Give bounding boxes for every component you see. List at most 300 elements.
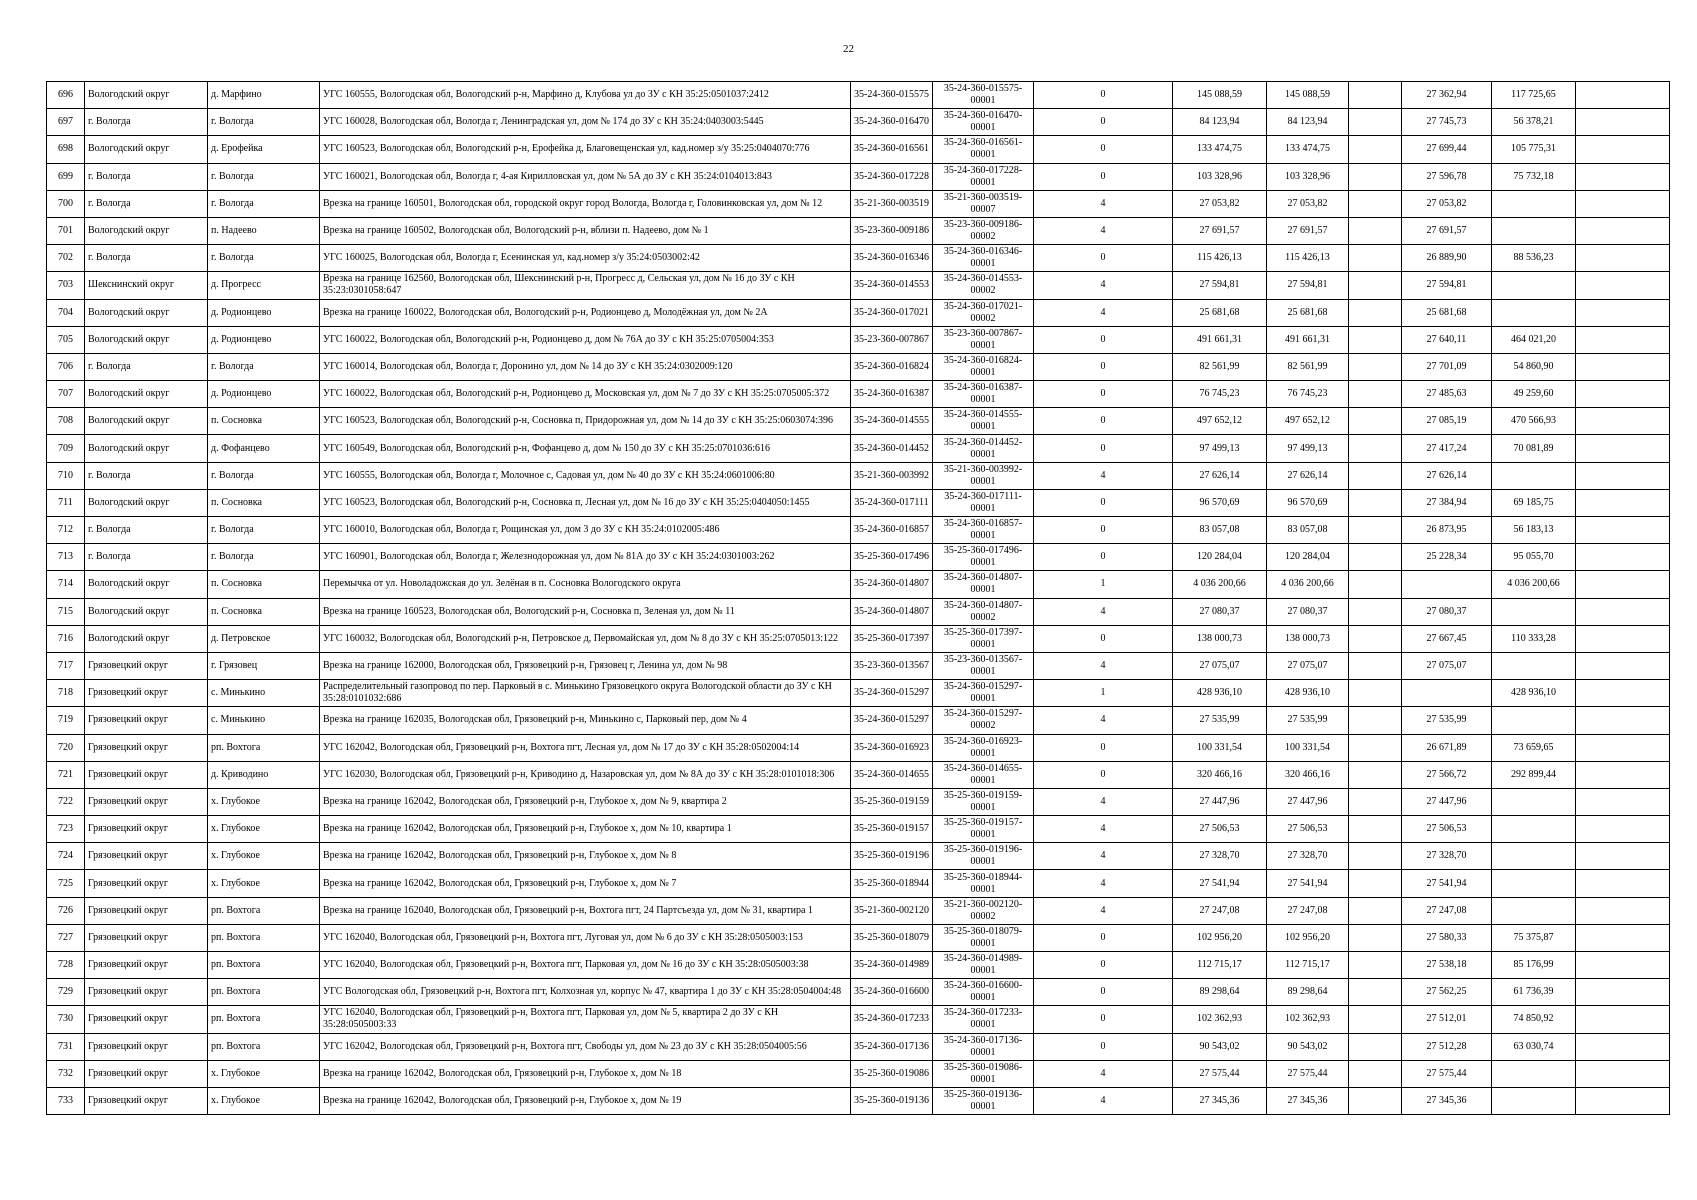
category-cell: 0: [1034, 136, 1173, 163]
row-number-cell: 714: [47, 571, 85, 598]
row-number-cell: 723: [47, 816, 85, 843]
connection-cost-cell: 26 873,95: [1402, 517, 1492, 544]
construction-cost-cell: [1492, 652, 1576, 679]
table-row: [47, 761, 1670, 788]
application-number-cell: 35-24-360-015575: [851, 82, 933, 109]
empty-cell: [1576, 109, 1670, 136]
application-number-cell: 35-23-360-007867: [851, 326, 933, 353]
category-cell: 0: [1034, 408, 1173, 435]
application-number-cell: 35-23-360-009186: [851, 217, 933, 244]
empty-cell: [1349, 381, 1402, 408]
object-address-cell: Распределительный газопровод по пер. Парковый в с. Минькино Грязовецкого округа Вологодской области до ЗУ с КН 35:28:0101032:686: [320, 680, 851, 707]
category-cell: 0: [1034, 952, 1173, 979]
object-address-cell: УГС 160010, Вологодская обл, Вологда г, Рощинская ул, дом 3 до ЗУ с КН 35:24:0102005:486: [320, 517, 851, 544]
connection-cost-cell: 27 575,44: [1402, 1060, 1492, 1087]
empty-cell: [1576, 979, 1670, 1006]
table-row: [47, 707, 1670, 734]
construction-cost-cell: [1492, 217, 1576, 244]
connection-cost-cell: 27 328,70: [1402, 843, 1492, 870]
cost-cell: 112 715,17: [1267, 952, 1349, 979]
object-address-cell: УГС 160901, Вологодская обл, Вологда г, Железнодорожная ул, дом № 81А до ЗУ с КН 35:24:0301003:262: [320, 544, 851, 571]
table-row: [47, 190, 1670, 217]
row-number-cell: 700: [47, 190, 85, 217]
application-number-cell: 35-24-360-014989: [851, 952, 933, 979]
empty-cell: [1576, 788, 1670, 815]
object-address-cell: УГС 160022, Вологодская обл, Вологодский р-н, Родионцево д, Московская ул, дом № 7 до ЗУ с КН 35:25:0705005:372: [320, 381, 851, 408]
category-cell: 4: [1034, 788, 1173, 815]
category-cell: 4: [1034, 462, 1173, 489]
row-number-cell: 705: [47, 326, 85, 353]
district-cell: Грязовецкий округ: [85, 924, 208, 951]
empty-cell: [1349, 136, 1402, 163]
contract-number-cell: 35-25-360-017496-00001: [933, 544, 1034, 571]
empty-cell: [1349, 843, 1402, 870]
connection-cost-cell: 27 362,94: [1402, 82, 1492, 109]
row-number-cell: 702: [47, 245, 85, 272]
construction-cost-cell: 61 736,39: [1492, 979, 1576, 1006]
category-cell: 0: [1034, 489, 1173, 516]
total-cost-cell: 27 506,53: [1173, 816, 1267, 843]
empty-cell: [1349, 109, 1402, 136]
contract-number-cell: 35-25-360-018944-00001: [933, 870, 1034, 897]
settlement-cell: г. Вологда: [208, 517, 320, 544]
connection-cost-cell: 27 562,25: [1402, 979, 1492, 1006]
category-cell: 0: [1034, 924, 1173, 951]
cost-cell: 27 447,96: [1267, 788, 1349, 815]
application-number-cell: 35-24-360-016346: [851, 245, 933, 272]
table-row: [47, 109, 1670, 136]
empty-cell: [1349, 408, 1402, 435]
table-row: [47, 517, 1670, 544]
connection-cost-cell: 27 701,09: [1402, 353, 1492, 380]
contract-number-cell: 35-24-360-014807-00002: [933, 598, 1034, 625]
row-number-cell: 729: [47, 979, 85, 1006]
empty-cell: [1576, 1033, 1670, 1060]
total-cost-cell: 497 652,12: [1173, 408, 1267, 435]
district-cell: Грязовецкий округ: [85, 734, 208, 761]
connection-cost-cell: 25 228,34: [1402, 544, 1492, 571]
row-number-cell: 728: [47, 952, 85, 979]
district-cell: г. Вологда: [85, 517, 208, 544]
object-address-cell: Врезка на границе 162035, Вологодская обл, Грязовецкий р-н, Минькино с, Парковый пер, дом № 4: [320, 707, 851, 734]
settlement-cell: п. Сосновка: [208, 598, 320, 625]
total-cost-cell: 27 345,36: [1173, 1087, 1267, 1114]
settlement-cell: рп. Вохтога: [208, 979, 320, 1006]
settlement-cell: г. Вологда: [208, 163, 320, 190]
object-address-cell: Врезка на границе 162042, Вологодская обл, Грязовецкий р-н, Глубокое х, дом № 19: [320, 1087, 851, 1114]
category-cell: 0: [1034, 326, 1173, 353]
application-number-cell: 35-24-360-014452: [851, 435, 933, 462]
connection-cost-cell: 26 889,90: [1402, 245, 1492, 272]
total-cost-cell: 90 543,02: [1173, 1033, 1267, 1060]
row-number-cell: 730: [47, 1006, 85, 1033]
contract-number-cell: 35-24-360-016346-00001: [933, 245, 1034, 272]
empty-cell: [1349, 652, 1402, 679]
application-number-cell: 35-24-360-014553: [851, 272, 933, 299]
category-cell: 4: [1034, 897, 1173, 924]
object-address-cell: УГС 162040, Вологодская обл, Грязовецкий р-н, Вохтога пгт, Парковая ул, дом № 16 до ЗУ с КН 35:28:0505003:38: [320, 952, 851, 979]
cost-cell: 90 543,02: [1267, 1033, 1349, 1060]
application-number-cell: 35-23-360-013567: [851, 652, 933, 679]
table-row: [47, 326, 1670, 353]
category-cell: 4: [1034, 843, 1173, 870]
cost-cell: 27 506,53: [1267, 816, 1349, 843]
total-cost-cell: 27 447,96: [1173, 788, 1267, 815]
settlement-cell: д. Прогресс: [208, 272, 320, 299]
construction-cost-cell: [1492, 299, 1576, 326]
district-cell: Грязовецкий округ: [85, 788, 208, 815]
table-row: [47, 1060, 1670, 1087]
cost-cell: 115 426,13: [1267, 245, 1349, 272]
empty-cell: [1349, 979, 1402, 1006]
empty-cell: [1349, 163, 1402, 190]
total-cost-cell: 27 080,37: [1173, 598, 1267, 625]
table-row: [47, 952, 1670, 979]
contract-number-cell: 35-25-360-019196-00001: [933, 843, 1034, 870]
object-address-cell: УГС 162042, Вологодская обл, Грязовецкий р-н, Вохтога пгт, Свободы ул, дом № 23 до ЗУ с КН 35:28:0504005:56: [320, 1033, 851, 1060]
connection-cost-cell: 27 541,94: [1402, 870, 1492, 897]
district-cell: Вологодский округ: [85, 82, 208, 109]
table-row: [47, 625, 1670, 652]
empty-cell: [1576, 217, 1670, 244]
total-cost-cell: 145 088,59: [1173, 82, 1267, 109]
category-cell: 0: [1034, 109, 1173, 136]
district-cell: г. Вологда: [85, 462, 208, 489]
cost-cell: 97 499,13: [1267, 435, 1349, 462]
empty-cell: [1576, 489, 1670, 516]
empty-cell: [1349, 680, 1402, 707]
empty-cell: [1349, 1033, 1402, 1060]
cost-cell: 76 745,23: [1267, 381, 1349, 408]
construction-cost-cell: 4 036 200,66: [1492, 571, 1576, 598]
district-cell: Вологодский округ: [85, 408, 208, 435]
total-cost-cell: 103 328,96: [1173, 163, 1267, 190]
settlement-cell: х. Глубокое: [208, 870, 320, 897]
empty-cell: [1576, 435, 1670, 462]
empty-cell: [1349, 462, 1402, 489]
district-cell: Вологодский округ: [85, 299, 208, 326]
table-row: [47, 897, 1670, 924]
connection-cost-cell: 27 594,81: [1402, 272, 1492, 299]
district-cell: Вологодский округ: [85, 571, 208, 598]
table-row: [47, 272, 1670, 299]
object-address-cell: Врезка на границе 160501, Вологодская обл, городской округ город Вологда, Вологда г, Головинковская ул, дом № 12: [320, 190, 851, 217]
contract-number-cell: 35-25-360-019157-00001: [933, 816, 1034, 843]
category-cell: 0: [1034, 761, 1173, 788]
construction-cost-cell: 117 725,65: [1492, 82, 1576, 109]
contract-number-cell: 35-24-360-016561-00001: [933, 136, 1034, 163]
empty-cell: [1576, 272, 1670, 299]
application-number-cell: 35-24-360-016857: [851, 517, 933, 544]
row-number-cell: 732: [47, 1060, 85, 1087]
cost-cell: 103 328,96: [1267, 163, 1349, 190]
construction-cost-cell: [1492, 598, 1576, 625]
connection-cost-cell: 27 075,07: [1402, 652, 1492, 679]
empty-cell: [1349, 353, 1402, 380]
contract-number-cell: 35-23-360-013567-00001: [933, 652, 1034, 679]
connection-cost-cell: 27 626,14: [1402, 462, 1492, 489]
category-cell: 0: [1034, 435, 1173, 462]
cost-cell: 27 594,81: [1267, 272, 1349, 299]
construction-cost-cell: 464 021,20: [1492, 326, 1576, 353]
object-address-cell: УГС 162042, Вологодская обл, Грязовецкий р-н, Вохтога пгт, Лесная ул, дом № 17 до ЗУ с КН 35:28:0502004:14: [320, 734, 851, 761]
object-address-cell: УГС 162030, Вологодская обл, Грязовецкий р-н, Криводино д, Назаровская ул, дом № 8А до ЗУ с КН 35:28:0101018:306: [320, 761, 851, 788]
empty-cell: [1576, 870, 1670, 897]
row-number-cell: 715: [47, 598, 85, 625]
construction-cost-cell: 69 185,75: [1492, 489, 1576, 516]
settlement-cell: г. Вологда: [208, 462, 320, 489]
category-cell: 4: [1034, 1087, 1173, 1114]
object-address-cell: УГС 160021, Вологодская обл, Вологда г, 4-ая Кирилловская ул, дом № 5А до ЗУ с КН 35:24:0104013:843: [320, 163, 851, 190]
table-row: [47, 163, 1670, 190]
empty-cell: [1349, 1087, 1402, 1114]
application-number-cell: 35-24-360-016923: [851, 734, 933, 761]
district-cell: Грязовецкий округ: [85, 870, 208, 897]
settlement-cell: х. Глубокое: [208, 843, 320, 870]
total-cost-cell: 27 053,82: [1173, 190, 1267, 217]
row-number-cell: 713: [47, 544, 85, 571]
district-cell: Грязовецкий округ: [85, 761, 208, 788]
empty-cell: [1576, 897, 1670, 924]
table-row: [47, 217, 1670, 244]
cost-cell: 27 691,57: [1267, 217, 1349, 244]
empty-cell: [1349, 924, 1402, 951]
empty-cell: [1349, 870, 1402, 897]
cost-cell: 84 123,94: [1267, 109, 1349, 136]
settlement-cell: рп. Вохтога: [208, 1033, 320, 1060]
settlement-cell: д. Марфино: [208, 82, 320, 109]
row-number-cell: 703: [47, 272, 85, 299]
row-number-cell: 709: [47, 435, 85, 462]
connection-cost-cell: 27 745,73: [1402, 109, 1492, 136]
row-number-cell: 699: [47, 163, 85, 190]
application-number-cell: 35-24-360-017136: [851, 1033, 933, 1060]
cost-cell: 27 626,14: [1267, 462, 1349, 489]
application-number-cell: 35-24-360-014555: [851, 408, 933, 435]
district-cell: Вологодский округ: [85, 489, 208, 516]
row-number-cell: 718: [47, 680, 85, 707]
table-row: [47, 544, 1670, 571]
application-number-cell: 35-24-360-015297: [851, 707, 933, 734]
total-cost-cell: 83 057,08: [1173, 517, 1267, 544]
row-number-cell: 721: [47, 761, 85, 788]
total-cost-cell: 102 956,20: [1173, 924, 1267, 951]
empty-cell: [1576, 245, 1670, 272]
connection-cost-cell: 27 345,36: [1402, 1087, 1492, 1114]
object-address-cell: УГС 162040, Вологодская обл, Грязовецкий р-н, Вохтога пгт, Парковая ул, дом № 5, квартира 2 до ЗУ с КН 35:28:0505003:33: [320, 1006, 851, 1033]
object-address-cell: Врезка на границе 162042, Вологодская обл, Грязовецкий р-н, Глубокое х, дом № 10, квартира 1: [320, 816, 851, 843]
construction-cost-cell: 73 659,65: [1492, 734, 1576, 761]
application-number-cell: 35-24-360-016600: [851, 979, 933, 1006]
empty-cell: [1576, 1087, 1670, 1114]
settlement-cell: п. Сосновка: [208, 571, 320, 598]
object-address-cell: УГС 160014, Вологодская обл, Вологда г, Доронино ул, дом № 14 до ЗУ с КН 35:24:0302009:120: [320, 353, 851, 380]
application-number-cell: 35-24-360-017233: [851, 1006, 933, 1033]
contract-number-cell: 35-25-360-019086-00001: [933, 1060, 1034, 1087]
construction-cost-cell: [1492, 816, 1576, 843]
category-cell: 0: [1034, 1006, 1173, 1033]
contract-number-cell: 35-21-360-003992-00001: [933, 462, 1034, 489]
empty-cell: [1349, 82, 1402, 109]
settlement-cell: г. Вологда: [208, 245, 320, 272]
total-cost-cell: 27 626,14: [1173, 462, 1267, 489]
construction-cost-cell: 54 860,90: [1492, 353, 1576, 380]
construction-cost-cell: 292 899,44: [1492, 761, 1576, 788]
district-cell: Грязовецкий округ: [85, 1033, 208, 1060]
total-cost-cell: 27 594,81: [1173, 272, 1267, 299]
object-address-cell: УГС 160523, Вологодская обл, Вологодский р-н, Сосновка п, Придорожная ул, дом № 14 до ЗУ с КН 35:25:0603074:396: [320, 408, 851, 435]
connection-cost-cell: 27 506,53: [1402, 816, 1492, 843]
registry-table-body: [47, 82, 1670, 1115]
table-row: [47, 353, 1670, 380]
category-cell: 0: [1034, 82, 1173, 109]
table-row: [47, 979, 1670, 1006]
row-number-cell: 719: [47, 707, 85, 734]
empty-cell: [1576, 163, 1670, 190]
total-cost-cell: 138 000,73: [1173, 625, 1267, 652]
connection-cost-cell: 25 681,68: [1402, 299, 1492, 326]
contract-number-cell: 35-24-360-016923-00001: [933, 734, 1034, 761]
cost-cell: 138 000,73: [1267, 625, 1349, 652]
cost-cell: 82 561,99: [1267, 353, 1349, 380]
settlement-cell: п. Сосновка: [208, 408, 320, 435]
district-cell: Вологодский округ: [85, 381, 208, 408]
cost-cell: 120 284,04: [1267, 544, 1349, 571]
empty-cell: [1349, 788, 1402, 815]
empty-cell: [1576, 625, 1670, 652]
category-cell: 4: [1034, 272, 1173, 299]
category-cell: 0: [1034, 1033, 1173, 1060]
settlement-cell: г. Грязовец: [208, 652, 320, 679]
object-address-cell: УГС 162040, Вологодская обл, Грязовецкий р-н, Вохтога пгт, Луговая ул, дом № 6 до ЗУ с КН 35:28:0505003:153: [320, 924, 851, 951]
category-cell: 4: [1034, 217, 1173, 244]
connection-cost-cell: 27 417,24: [1402, 435, 1492, 462]
table-row: [47, 924, 1670, 951]
connection-cost-cell: 27 535,99: [1402, 707, 1492, 734]
empty-cell: [1576, 136, 1670, 163]
total-cost-cell: 320 466,16: [1173, 761, 1267, 788]
object-address-cell: Врезка на границе 160022, Вологодская обл, Вологодский р-н, Родионцево д, Молодёжная ул, дом № 2А: [320, 299, 851, 326]
row-number-cell: 712: [47, 517, 85, 544]
table-row: [47, 136, 1670, 163]
connection-cost-cell: 27 512,28: [1402, 1033, 1492, 1060]
empty-cell: [1576, 598, 1670, 625]
row-number-cell: 717: [47, 652, 85, 679]
settlement-cell: д. Криводино: [208, 761, 320, 788]
object-address-cell: УГС 160555, Вологодская обл, Вологда г, Молочное с, Садовая ул, дом № 40 до ЗУ с КН 35:24:0601006:80: [320, 462, 851, 489]
table-row: [47, 788, 1670, 815]
category-cell: 0: [1034, 979, 1173, 1006]
empty-cell: [1576, 408, 1670, 435]
object-address-cell: Врезка на границе 160523, Вологодская обл, Вологодский р-н, Сосновка п, Зеленая ул, дом № 11: [320, 598, 851, 625]
application-number-cell: 35-24-360-017111: [851, 489, 933, 516]
district-cell: Вологодский округ: [85, 326, 208, 353]
gas-connection-registry-table: [46, 81, 1670, 1115]
connection-cost-cell: 27 667,45: [1402, 625, 1492, 652]
total-cost-cell: 27 328,70: [1173, 843, 1267, 870]
category-cell: 4: [1034, 190, 1173, 217]
object-address-cell: Врезка на границе 162560, Вологодская обл, Шекснинский р-н, Прогресс д, Сельская ул, дом № 16 до ЗУ с КН 35:23:0301058:647: [320, 272, 851, 299]
cost-cell: 25 681,68: [1267, 299, 1349, 326]
category-cell: 0: [1034, 734, 1173, 761]
contract-number-cell: 35-24-360-014989-00001: [933, 952, 1034, 979]
row-number-cell: 704: [47, 299, 85, 326]
empty-cell: [1576, 571, 1670, 598]
category-cell: 0: [1034, 544, 1173, 571]
application-number-cell: 35-24-360-017228: [851, 163, 933, 190]
category-cell: 4: [1034, 1060, 1173, 1087]
cost-cell: 27 080,37: [1267, 598, 1349, 625]
application-number-cell: 35-24-360-014807: [851, 598, 933, 625]
connection-cost-cell: 27 053,82: [1402, 190, 1492, 217]
row-number-cell: 696: [47, 82, 85, 109]
district-cell: Вологодский округ: [85, 136, 208, 163]
contract-number-cell: 35-21-360-002120-00002: [933, 897, 1034, 924]
contract-number-cell: 35-24-360-015297-00001: [933, 680, 1034, 707]
contract-number-cell: 35-24-360-016387-00001: [933, 381, 1034, 408]
contract-number-cell: 35-24-360-016857-00001: [933, 517, 1034, 544]
connection-cost-cell: 27 485,63: [1402, 381, 1492, 408]
total-cost-cell: 97 499,13: [1173, 435, 1267, 462]
total-cost-cell: 27 541,94: [1173, 870, 1267, 897]
contract-number-cell: 35-25-360-018079-00001: [933, 924, 1034, 951]
row-number-cell: 701: [47, 217, 85, 244]
district-cell: г. Вологда: [85, 190, 208, 217]
contract-number-cell: 35-23-360-009186-00002: [933, 217, 1034, 244]
application-number-cell: 35-24-360-016470: [851, 109, 933, 136]
object-address-cell: Врезка на границе 162040, Вологодская обл, Грязовецкий р-н, Вохтога пгт, 24 Партсъезда ул, дом № 31, квартира 1: [320, 897, 851, 924]
object-address-cell: УГС 160028, Вологодская обл, Вологда г, Ленинградская ул, дом № 174 до ЗУ с КН 35:24:0403003:5445: [320, 109, 851, 136]
cost-cell: 497 652,12: [1267, 408, 1349, 435]
settlement-cell: г. Вологда: [208, 190, 320, 217]
empty-cell: [1349, 897, 1402, 924]
row-number-cell: 726: [47, 897, 85, 924]
total-cost-cell: 133 474,75: [1173, 136, 1267, 163]
connection-cost-cell: [1402, 571, 1492, 598]
object-address-cell: Перемычка от ул. Новоладожская до ул. Зелёная в п. Сосновка Вологодского округа: [320, 571, 851, 598]
contract-number-cell: 35-24-360-014452-00001: [933, 435, 1034, 462]
empty-cell: [1349, 190, 1402, 217]
row-number-cell: 722: [47, 788, 85, 815]
object-address-cell: Врезка на границе 162042, Вологодская обл, Грязовецкий р-н, Глубокое х, дом № 9, квартира 2: [320, 788, 851, 815]
table-row: [47, 1087, 1670, 1114]
table-row: [47, 381, 1670, 408]
empty-cell: [1349, 571, 1402, 598]
application-number-cell: 35-25-360-019157: [851, 816, 933, 843]
empty-cell: [1349, 489, 1402, 516]
settlement-cell: рп. Вохтога: [208, 952, 320, 979]
district-cell: Вологодский округ: [85, 625, 208, 652]
application-number-cell: 35-24-360-014807: [851, 571, 933, 598]
empty-cell: [1349, 299, 1402, 326]
empty-cell: [1576, 843, 1670, 870]
table-row: [47, 245, 1670, 272]
row-number-cell: 710: [47, 462, 85, 489]
district-cell: Грязовецкий округ: [85, 816, 208, 843]
total-cost-cell: 84 123,94: [1173, 109, 1267, 136]
empty-cell: [1576, 652, 1670, 679]
empty-cell: [1349, 1006, 1402, 1033]
connection-cost-cell: 27 596,78: [1402, 163, 1492, 190]
application-number-cell: 35-25-360-018079: [851, 924, 933, 951]
total-cost-cell: 27 075,07: [1173, 652, 1267, 679]
construction-cost-cell: [1492, 843, 1576, 870]
connection-cost-cell: 27 080,37: [1402, 598, 1492, 625]
category-cell: 0: [1034, 381, 1173, 408]
construction-cost-cell: [1492, 190, 1576, 217]
empty-cell: [1576, 952, 1670, 979]
settlement-cell: п. Надеево: [208, 217, 320, 244]
